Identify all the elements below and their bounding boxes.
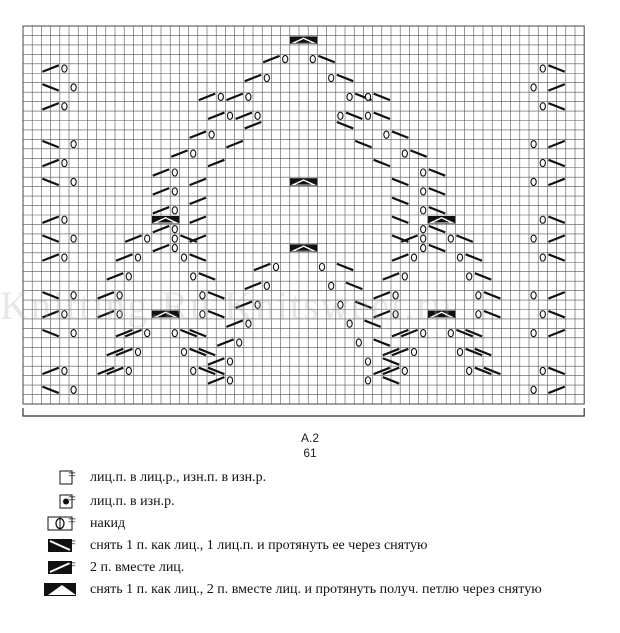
- chart-name: A.2: [300, 431, 319, 445]
- yarn-over-mark: [365, 377, 370, 384]
- yarn-over-mark: [172, 244, 177, 251]
- yarn-over-mark: [421, 207, 426, 214]
- yarn-over-mark: [135, 348, 140, 355]
- legend-equals: =: [68, 514, 76, 529]
- yarn-over-mark: [117, 311, 122, 318]
- yarn-over-mark: [181, 348, 186, 355]
- yarn-over-mark: [310, 55, 315, 62]
- legend-equals: =: [68, 580, 76, 595]
- yarn-over-mark: [255, 301, 260, 308]
- yarn-over-mark: [329, 282, 334, 289]
- yarn-over-mark: [448, 330, 453, 337]
- yarn-over-mark: [540, 254, 545, 261]
- yarn-over-mark: [172, 235, 177, 242]
- yarn-over-mark: [531, 386, 536, 393]
- yarn-over-mark: [71, 292, 76, 299]
- legend-text: снять 1 п. как лиц., 2 п. вместе лиц. и протянуть получ. петлю через снятую: [90, 582, 542, 597]
- yarn-over-mark: [227, 377, 232, 384]
- yarn-over-mark: [172, 330, 177, 337]
- yarn-over-mark: [62, 216, 67, 223]
- yarn-over-mark: [126, 273, 131, 280]
- yarn-over-mark: [540, 103, 545, 110]
- yarn-over-mark: [145, 235, 150, 242]
- yarn-over-mark: [457, 254, 462, 261]
- yarn-over-mark: [71, 141, 76, 148]
- yarn-over-mark: [540, 311, 545, 318]
- chart-bracket: [23, 408, 584, 416]
- legend-text: 2 п. вместе лиц.: [90, 560, 185, 575]
- yarn-over-mark: [218, 93, 223, 100]
- yarn-over-mark: [200, 292, 205, 299]
- yarn-over-mark: [540, 367, 545, 374]
- legend-text: снять 1 п. как лиц., 1 лиц.п. и протянуть ее через снятую: [90, 538, 428, 553]
- yarn-over-mark: [411, 348, 416, 355]
- yarn-over-mark: [172, 169, 177, 176]
- yarn-over-mark: [71, 178, 76, 185]
- yarn-over-mark: [421, 330, 426, 337]
- yarn-over-mark: [181, 254, 186, 261]
- yarn-over-mark: [540, 159, 545, 166]
- yarn-over-mark: [531, 330, 536, 337]
- yarn-over-mark: [540, 65, 545, 72]
- yarn-over-mark: [402, 150, 407, 157]
- yarn-over-mark: [319, 263, 324, 270]
- yarn-over-mark: [365, 93, 370, 100]
- yarn-over-mark: [227, 358, 232, 365]
- yarn-over-mark: [172, 226, 177, 233]
- yarn-over-mark: [338, 301, 343, 308]
- yarn-over-mark: [191, 273, 196, 280]
- yarn-over-mark: [246, 320, 251, 327]
- legend-equals: =: [68, 492, 76, 507]
- yarn-over-mark: [421, 188, 426, 195]
- legend-equals: =: [68, 468, 76, 483]
- yarn-over-mark: [402, 273, 407, 280]
- legend-text: лиц.п. в лиц.р., изн.п. в изн.р.: [90, 470, 267, 485]
- yarn-over-mark: [411, 254, 416, 261]
- yarn-over-mark: [421, 226, 426, 233]
- yarn-over-mark: [62, 65, 67, 72]
- yarn-over-mark: [62, 103, 67, 110]
- yarn-over-mark: [71, 235, 76, 242]
- yarn-over-mark: [172, 188, 177, 195]
- yarn-over-mark: [62, 311, 67, 318]
- yarn-over-mark: [476, 311, 481, 318]
- chart-stitch-count: 61: [303, 446, 317, 460]
- yarn-over-mark: [531, 292, 536, 299]
- yarn-over-mark: [209, 131, 214, 138]
- yarn-over-mark: [338, 112, 343, 119]
- yarn-over-mark: [402, 367, 407, 374]
- yarn-over-mark: [191, 367, 196, 374]
- yarn-over-mark: [467, 273, 472, 280]
- yarn-over-mark: [467, 367, 472, 374]
- yarn-over-mark: [126, 367, 131, 374]
- yarn-over-mark: [264, 282, 269, 289]
- legend-equals: =: [68, 558, 76, 573]
- yarn-over-mark: [393, 292, 398, 299]
- yarn-over-mark: [365, 358, 370, 365]
- yarn-over-mark: [393, 311, 398, 318]
- yarn-over-mark: [237, 339, 242, 346]
- yarn-over-mark: [347, 93, 352, 100]
- legend-equals: =: [68, 536, 76, 551]
- yarn-over-mark: [135, 254, 140, 261]
- yarn-over-mark: [191, 150, 196, 157]
- yarn-over-mark: [246, 93, 251, 100]
- yarn-over-mark: [421, 244, 426, 251]
- yarn-over-mark: [356, 339, 361, 346]
- yarn-over-mark: [172, 207, 177, 214]
- yarn-over-mark: [448, 235, 453, 242]
- yarn-over-mark: [531, 141, 536, 148]
- yarn-over-mark: [457, 348, 462, 355]
- yarn-over-mark: [71, 84, 76, 91]
- yarn-over-mark: [531, 84, 536, 91]
- yarn-over-mark: [531, 235, 536, 242]
- watermark: Knitting.Ru Knitsweet.ru: [0, 283, 454, 328]
- yarn-over-mark: [71, 386, 76, 393]
- yarn-over-mark: [347, 320, 352, 327]
- yarn-over-mark: [264, 74, 269, 81]
- yarn-over-mark: [329, 74, 334, 81]
- yarn-over-mark: [62, 367, 67, 374]
- yarn-over-mark: [384, 131, 389, 138]
- legend-text: лиц.п. в изн.р.: [90, 494, 175, 509]
- yarn-over-mark: [365, 112, 370, 119]
- legend-text: накид: [90, 516, 126, 531]
- yarn-over-mark: [421, 169, 426, 176]
- yarn-over-mark: [540, 216, 545, 223]
- yarn-over-mark: [255, 112, 260, 119]
- yarn-over-mark: [227, 112, 232, 119]
- yarn-over-mark: [200, 311, 205, 318]
- yarn-over-mark: [71, 330, 76, 337]
- yarn-over-mark: [117, 292, 122, 299]
- yarn-over-mark: [62, 254, 67, 261]
- yarn-over-mark: [476, 292, 481, 299]
- yarn-over-mark: [62, 159, 67, 166]
- yarn-over-mark: [145, 330, 150, 337]
- yarn-over-mark: [531, 178, 536, 185]
- yarn-over-mark: [283, 55, 288, 62]
- yarn-over-mark: [421, 235, 426, 242]
- yarn-over-mark: [273, 263, 278, 270]
